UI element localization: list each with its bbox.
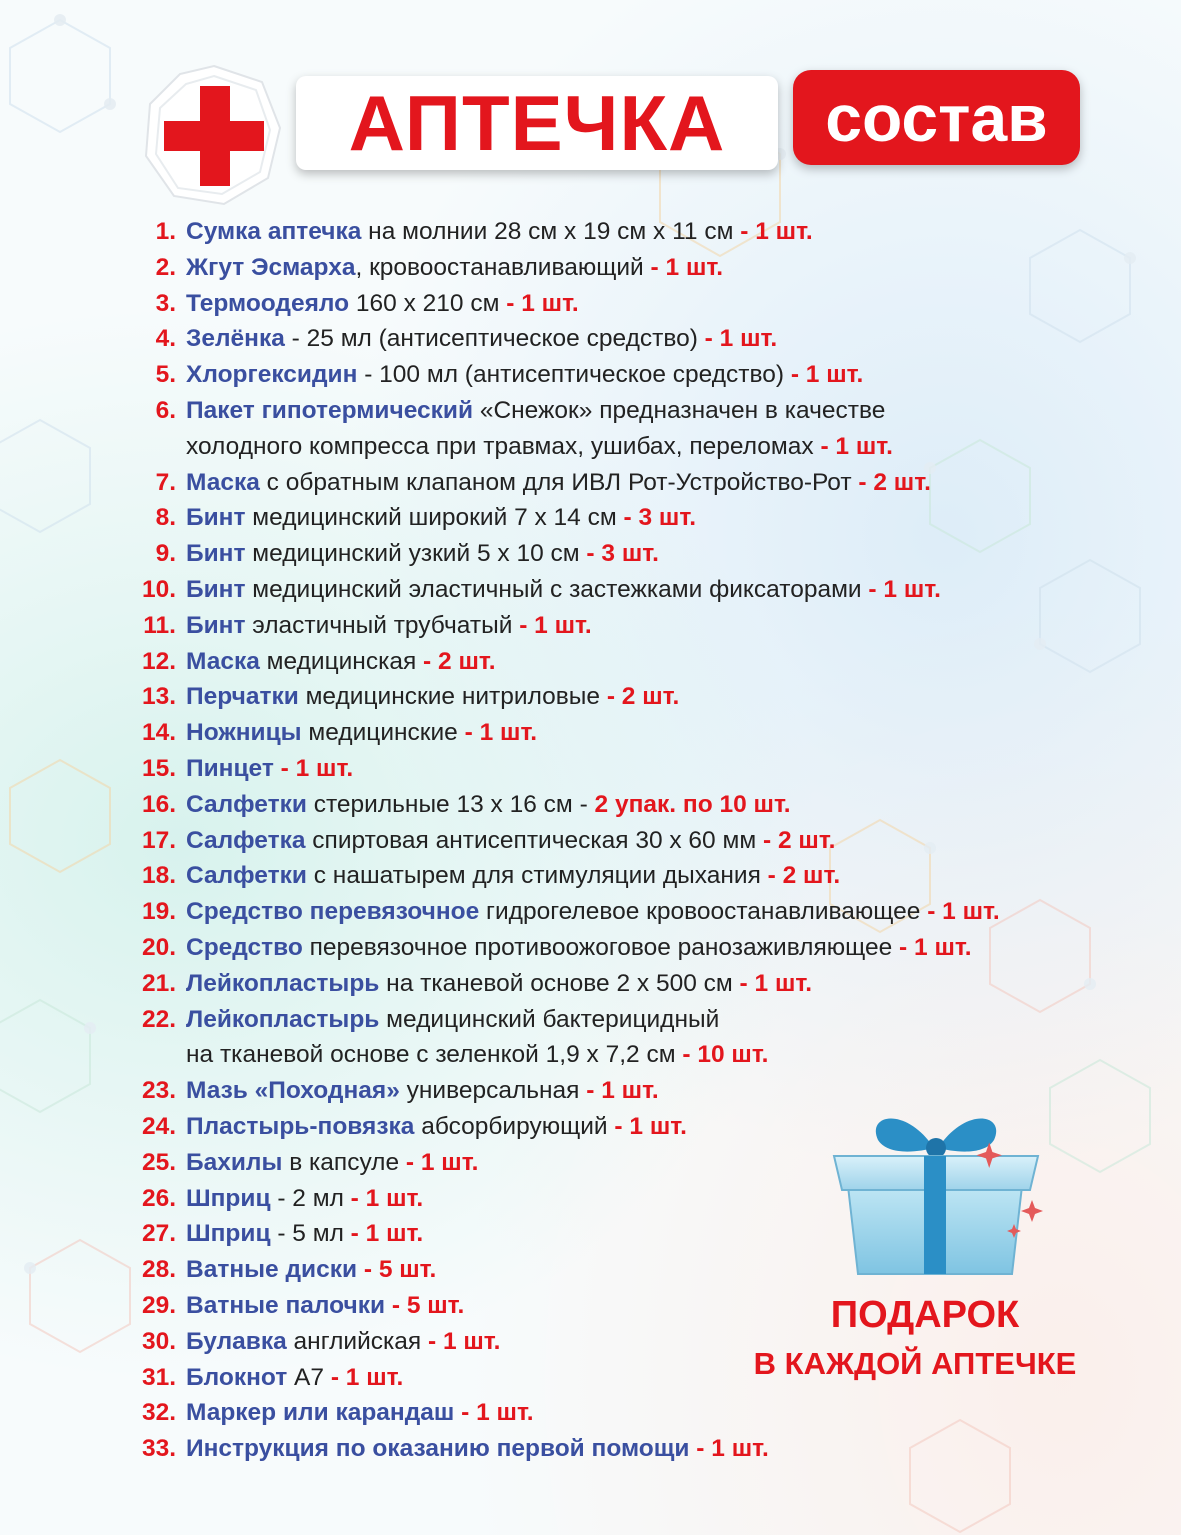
list-item [120, 250, 1080, 286]
item-number: 30. [141, 1327, 176, 1355]
item-name: Средство перевязочное [186, 898, 480, 926]
item-line [186, 715, 537, 751]
item-text [176, 321, 777, 357]
item-line [186, 250, 723, 286]
item-text [176, 1109, 687, 1145]
item-description: перевязочное противоожоговое ранозаживляющее [302, 933, 893, 961]
item-line [186, 321, 777, 357]
item-name: Термоодеяло [186, 289, 350, 317]
item-text [176, 644, 496, 680]
item-name: Жгут Эсмарха [186, 253, 356, 281]
item-description: медицинский бактерицидный [379, 1005, 720, 1033]
list-item [120, 393, 1080, 465]
item-quantity: - 1 шт. [607, 1112, 687, 1140]
item-line [186, 644, 496, 680]
item-number: 11. [143, 611, 176, 639]
item-number: 33. [141, 1435, 176, 1463]
item-line [186, 1324, 500, 1360]
item-quantity: - 1 шт. [454, 1399, 534, 1427]
item-name: Бинт [186, 504, 246, 532]
item-number: 25. [141, 1148, 176, 1176]
item-text [176, 751, 353, 787]
item-quantity: - 5 шт. [357, 1256, 437, 1284]
item-name: Лейкопластырь [186, 1005, 380, 1033]
item-quantity: - 1 шт. [343, 1184, 424, 1212]
item-text [176, 1431, 769, 1467]
item-number: 27. [141, 1220, 176, 1248]
item-name: Маска [186, 468, 260, 496]
item-name: Ножницы [186, 719, 302, 747]
item-description: 160 х 210 см [349, 289, 500, 317]
item-name: Бинт [186, 575, 246, 603]
item-description: спиртовая антисептическая 30 х 60 мм [305, 826, 757, 854]
item-name: Блокнот [186, 1363, 288, 1391]
list-item [120, 357, 1080, 393]
item-line [186, 608, 592, 644]
item-text [176, 357, 863, 393]
item-number: 21. [141, 969, 176, 997]
item-description: с обратным клапаном для ИВЛ Рот-Устройство-Рот [259, 468, 852, 496]
item-quantity: - 1 шт. [813, 432, 893, 460]
item-number: 26. [141, 1184, 176, 1212]
item-number: 28. [141, 1256, 176, 1284]
list-item [120, 679, 1080, 715]
list-item [120, 465, 1080, 501]
item-description: - 100 мл (антисептическое средство) [357, 361, 785, 389]
item-number: 32. [141, 1399, 176, 1427]
item-text [176, 1145, 478, 1181]
item-description: А7 [287, 1363, 325, 1391]
item-name: Маска [186, 647, 260, 675]
item-quantity: - 1 шт. [512, 611, 592, 639]
item-number: 2. [155, 253, 176, 281]
item-description: в капсуле [282, 1148, 400, 1176]
item-number: 23. [141, 1077, 176, 1105]
item-number: 5. [155, 361, 176, 389]
item-text [176, 1073, 659, 1109]
item-quantity: - 1 шт. [399, 1148, 479, 1176]
item-name: Ватные палочки [186, 1291, 386, 1319]
gift-title: ПОДАРОК [830, 1294, 1020, 1336]
item-line [186, 1181, 423, 1217]
item-name: Шприц [186, 1184, 271, 1212]
item-number: 13. [141, 683, 176, 711]
gift-box-icon [826, 1096, 1050, 1286]
item-quantity: - 1 шт. [343, 1220, 424, 1248]
item-quantity: - 5 шт. [385, 1291, 465, 1319]
list-item [120, 894, 1080, 930]
item-number: 18. [141, 862, 176, 890]
item-quantity: - 1 шт. [733, 218, 813, 245]
item-number: 16. [141, 790, 176, 818]
item-name: Хлоргексидин [186, 361, 358, 389]
item-name: Пинцет [186, 754, 274, 782]
item-quantity: - 10 шт. [675, 1041, 769, 1069]
list-item [120, 536, 1080, 572]
item-description: - 5 мл [270, 1220, 344, 1248]
item-text [176, 572, 941, 608]
item-quantity: - 2 шт. [600, 683, 680, 711]
item-text [176, 536, 659, 572]
item-number: 1. [155, 218, 176, 245]
list-item [120, 1431, 1080, 1467]
item-name: Мазь «Походная» [186, 1077, 400, 1105]
item-text [176, 787, 791, 823]
item-line [186, 1216, 423, 1252]
item-text [176, 393, 893, 465]
item-number: 14. [141, 719, 176, 747]
item-text [176, 1252, 436, 1288]
item-line [186, 894, 1000, 930]
item-line [186, 1395, 534, 1431]
gift-subtitle: В КАЖДОЙ АПТЕЧКЕ [753, 1346, 1077, 1381]
item-name: Лейкопластырь [186, 969, 380, 997]
item-description: на тканевой основе 2 х 500 см [379, 969, 733, 997]
item-number: 8. [155, 504, 176, 532]
item-line [186, 1360, 403, 1396]
item-text [176, 286, 579, 322]
item-quantity: - 1 шт. [499, 289, 579, 317]
item-description: «Снежок» предназначен в качестве [473, 396, 886, 424]
item-description: холодного компресса при травмах, ушибах, переломах [186, 432, 814, 460]
item-text [176, 500, 696, 536]
item-line [186, 679, 679, 715]
item-description: , кровоостанавливающий [355, 253, 644, 281]
item-quantity: - 1 шт. [784, 361, 864, 389]
item-quantity: - 1 шт. [457, 719, 538, 747]
item-name: Маркер или карандаш [186, 1399, 455, 1427]
list-item [120, 608, 1080, 644]
item-line [186, 1109, 687, 1145]
item-description: медицинский эластичный с застежками фиксаторами [245, 575, 862, 603]
item-text [176, 1395, 534, 1431]
item-description: стерильные 13 х 16 см - [306, 790, 595, 818]
item-line [186, 787, 791, 823]
list-item [120, 1002, 1080, 1074]
item-description: медицинская [259, 647, 417, 675]
item-quantity: - 1 шт. [579, 1077, 659, 1105]
list-item [120, 966, 1080, 1002]
item-name: Салфетки [186, 790, 307, 818]
item-line [186, 393, 893, 429]
item-number: 17. [141, 826, 176, 854]
item-line [186, 823, 835, 859]
item-quantity: - 1 шт. [421, 1327, 501, 1355]
item-line [186, 286, 579, 322]
item-name: Салфетка [186, 826, 306, 854]
item-text [176, 608, 592, 644]
item-name: Инструкция по оказанию первой помощи [186, 1435, 690, 1463]
item-quantity: - 2 шт. [756, 826, 836, 854]
item-text [176, 250, 723, 286]
item-number: 24. [141, 1112, 176, 1140]
item-text [176, 214, 813, 250]
item-line [186, 465, 931, 501]
item-name: Средство [186, 933, 303, 961]
page-title: АПТЕЧКА [348, 79, 726, 167]
item-line [186, 966, 812, 1002]
item-quantity: - 1 шт. [324, 1363, 404, 1391]
item-line [186, 357, 863, 393]
list-item [120, 644, 1080, 680]
item-line [186, 1431, 769, 1467]
item-text [176, 894, 1000, 930]
item-name: Зелёнка [186, 325, 285, 353]
item-text [176, 715, 537, 751]
item-line [186, 572, 941, 608]
item-number: 3. [155, 289, 176, 317]
item-quantity: - 1 шт. [732, 969, 813, 997]
item-description: на тканевой основе с зеленкой 1,9 х 7,2 см [186, 1041, 676, 1069]
item-name: Бинт [186, 540, 246, 568]
item-line [186, 1252, 436, 1288]
item-quantity: - 2 шт. [416, 647, 496, 675]
item-text [176, 858, 840, 894]
item-description: универсальная [399, 1077, 580, 1105]
item-text [176, 1181, 423, 1217]
item-name: Сумка аптечка [186, 218, 362, 245]
list-item [120, 930, 1080, 966]
item-description: медицинские [301, 719, 458, 747]
item-quantity: - 3 шт. [616, 504, 696, 532]
item-quantity: - 3 шт. [579, 540, 659, 568]
item-line [186, 1288, 464, 1324]
item-line [186, 1145, 478, 1181]
item-description: медицинские нитриловые [298, 683, 601, 711]
item-name: Бинт [186, 611, 246, 639]
list-item [120, 572, 1080, 608]
item-text [176, 1324, 500, 1360]
item-name: Салфетки [186, 862, 307, 890]
composition-badge [793, 70, 1080, 165]
item-number: 20. [141, 933, 176, 961]
list-item [120, 1395, 1080, 1431]
item-quantity: - 1 шт. [643, 253, 724, 281]
item-description: на молнии 28 см х 19 см х 11 см [361, 218, 734, 245]
item-name: Ватные диски [186, 1256, 358, 1284]
item-line [186, 1002, 768, 1038]
item-line [186, 1037, 768, 1073]
item-line [186, 429, 893, 465]
list-item [120, 500, 1080, 536]
item-text [176, 465, 931, 501]
item-name: Пластырь-повязка [186, 1112, 415, 1140]
item-number: 4. [155, 325, 176, 353]
item-description: эластичный трубчатый [245, 611, 513, 639]
item-text [176, 1360, 403, 1396]
list-item [120, 214, 1080, 250]
item-description: абсорбирующий [414, 1112, 608, 1140]
list-item [120, 286, 1080, 322]
item-text [176, 966, 812, 1002]
item-text [176, 1216, 423, 1252]
item-number: 22. [141, 1005, 176, 1033]
item-name: Шприц [186, 1220, 271, 1248]
item-text [176, 1288, 464, 1324]
item-line [186, 1073, 659, 1109]
item-number: 19. [141, 898, 176, 926]
item-quantity: - 1 шт. [689, 1435, 769, 1463]
item-quantity: - 1 шт. [273, 754, 354, 782]
item-text [176, 1002, 768, 1074]
item-number: 15. [141, 754, 176, 782]
item-line [186, 500, 696, 536]
list-item [120, 321, 1080, 357]
item-quantity: - 2 шт. [851, 468, 931, 496]
item-quantity: - 1 шт. [861, 575, 941, 603]
list-item [120, 787, 1080, 823]
item-description: медицинский узкий 5 х 10 см [245, 540, 580, 568]
item-description: - 25 мл (антисептическое средство) [284, 325, 698, 353]
item-quantity: - 1 шт. [892, 933, 972, 961]
list-item [120, 823, 1080, 859]
list-item [120, 858, 1080, 894]
item-description: - 2 мл [270, 1184, 344, 1212]
item-line [186, 751, 353, 787]
item-number: 6. [155, 396, 176, 424]
item-description: медицинский широкий 7 х 14 см [245, 504, 617, 532]
item-name: Булавка [186, 1327, 287, 1355]
item-quantity: - 1 шт. [920, 898, 1000, 926]
title-banner [296, 76, 778, 170]
item-number: 29. [141, 1291, 176, 1319]
item-line [186, 858, 840, 894]
item-number: 7. [155, 468, 176, 496]
item-line [186, 930, 972, 966]
item-text [176, 823, 835, 859]
item-name: Пакет гипотермический [186, 396, 474, 424]
item-number: 10. [141, 575, 176, 603]
list-item [120, 715, 1080, 751]
item-description: английская [286, 1327, 422, 1355]
item-name: Перчатки [186, 683, 299, 711]
item-line [186, 536, 659, 572]
item-quantity: - 1 шт. [697, 325, 778, 353]
item-number: 31. [141, 1363, 176, 1391]
list-item [120, 751, 1080, 787]
item-description: с нашатырем для стимуляции дыхания [306, 862, 761, 890]
item-line [186, 214, 813, 250]
item-quantity: 2 упак. по 10 шт. [594, 790, 791, 818]
composition-badge-label: состав [825, 80, 1048, 155]
item-text [176, 930, 972, 966]
item-number: 9. [155, 540, 176, 568]
medical-cross-icon [140, 62, 288, 210]
item-description: гидрогелевое кровоостанавливающее [479, 898, 921, 926]
item-text [176, 679, 679, 715]
item-number: 12. [141, 647, 176, 675]
item-quantity: - 2 шт. [760, 862, 841, 890]
item-name: Бахилы [186, 1148, 283, 1176]
